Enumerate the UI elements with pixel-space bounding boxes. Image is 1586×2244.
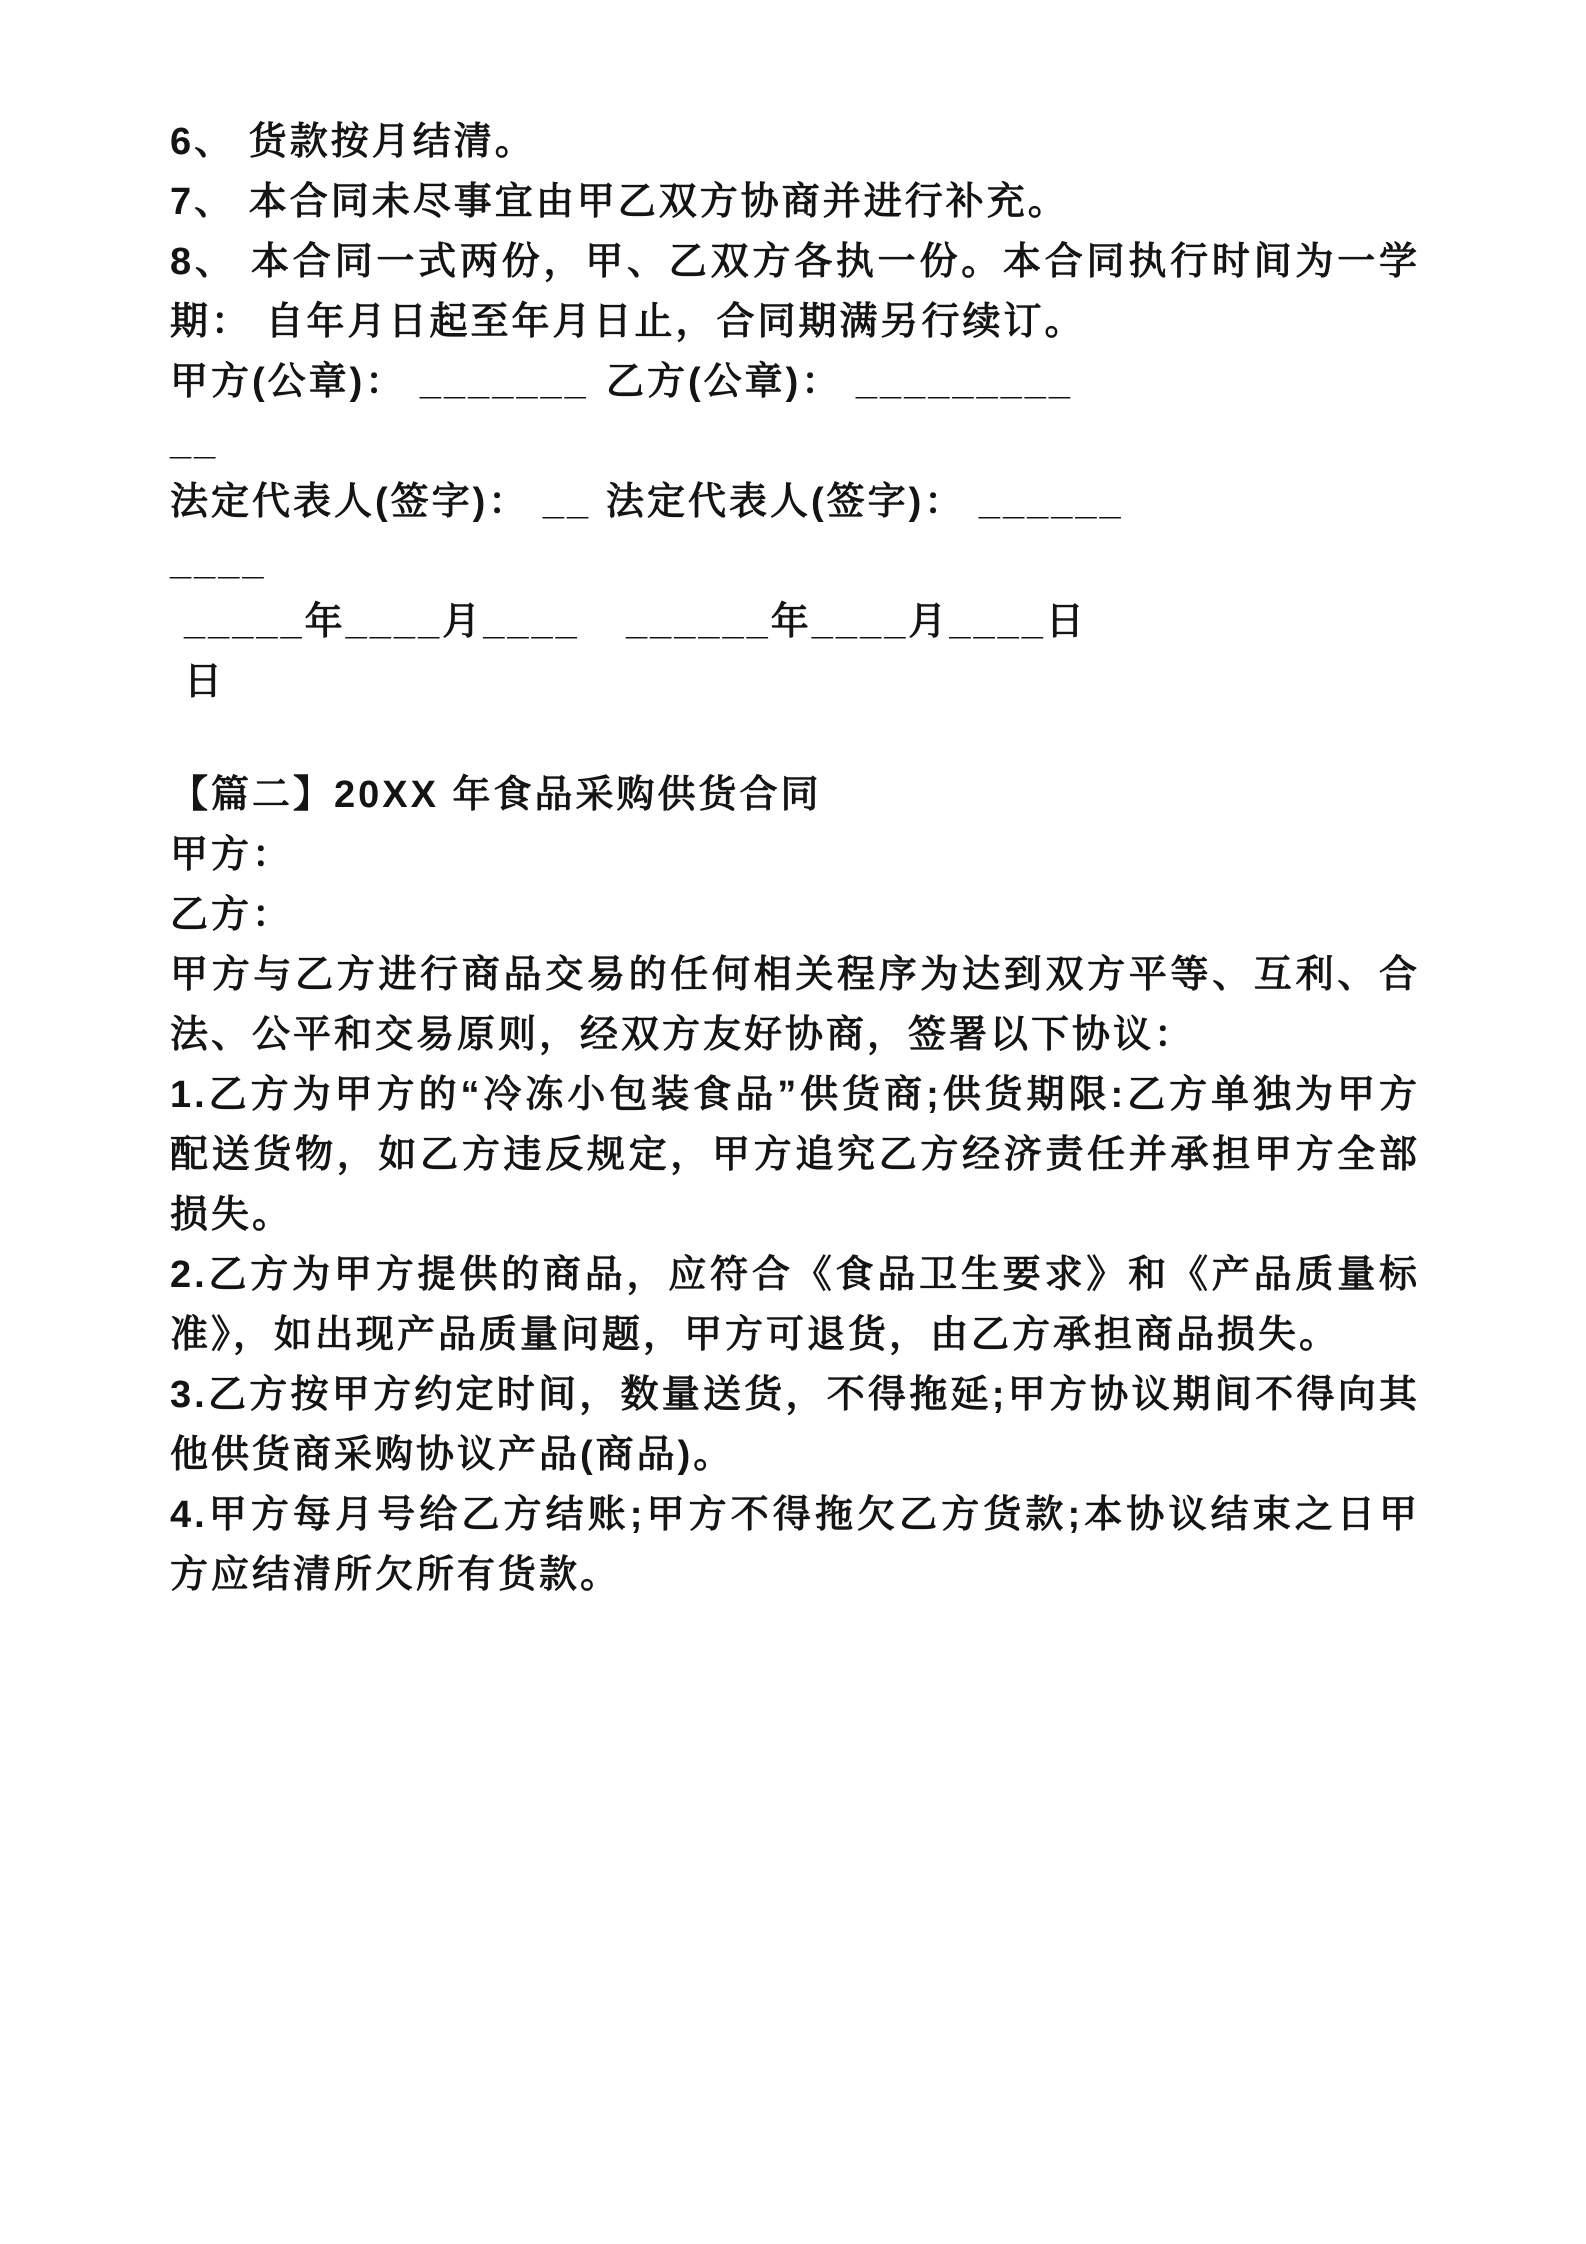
party-a-seal-line: 甲方(公章)： _________	[170, 361, 589, 463]
section-two-intro: 甲方与乙方进行商品交易的任何相关程序为达到双方平等、互利、合法、公平和交易原则，经双方友好协商，签署以下协议：	[170, 954, 1420, 1056]
clause-item-8: 8、 本合同一式两份，甲、乙双方各执一份。本合同执行时间为一学期： 自年月日起至年月日止，合同期满另行续订。	[170, 241, 1420, 343]
section-two-clause-1: 1.乙方为甲方的“冷冻小包装食品”供货商;供货期限:乙方单独为甲方配送货物，如乙方违反规定，甲方追究乙方经济责任并承担甲方全部损失。	[170, 1074, 1420, 1236]
party-b-label: 乙方：	[170, 894, 294, 936]
section-two-title: 【篇二】20XX 年食品采购供货合同	[170, 774, 822, 816]
party-b-representative-line: 法定代表人(签字)： ______	[606, 481, 1124, 523]
party-a-label: 甲方：	[170, 834, 294, 876]
party-a-representative-line: 法定代表人(签字)： ______	[170, 481, 592, 583]
section-two-clause-3: 3.乙方按甲方约定时间，数量送货，不得拖延;甲方协议期间不得向其他供货商采购协议产品(商品)。	[170, 1374, 1420, 1476]
party-b-seal-line: 乙方(公章)： _________	[606, 361, 1074, 403]
clause-item-7: 7、 本合同未尽事宜由甲乙双方协商并进行补充。	[170, 181, 1069, 223]
party-a-date-line: _____年____月____日	[184, 601, 580, 703]
party-b-date-line: ______年____月____日	[626, 601, 1087, 643]
section-two-clause-2: 2.乙方为甲方提供的商品，应符合《食品卫生要求》和《产品质量标准》，如出现产品质量问题，甲方可退货，由乙方承担商品损失。	[170, 1254, 1420, 1356]
signature-block	[170, 352, 1420, 712]
section-divider-space	[170, 712, 1420, 765]
clause-item-6: 6、 货款按月结清。	[170, 121, 536, 163]
section-two-clause-4: 4.甲方每月号给乙方结账;甲方不得拖欠乙方货款;本协议结束之日甲方应结清所欠所有货款。	[170, 1494, 1420, 1596]
